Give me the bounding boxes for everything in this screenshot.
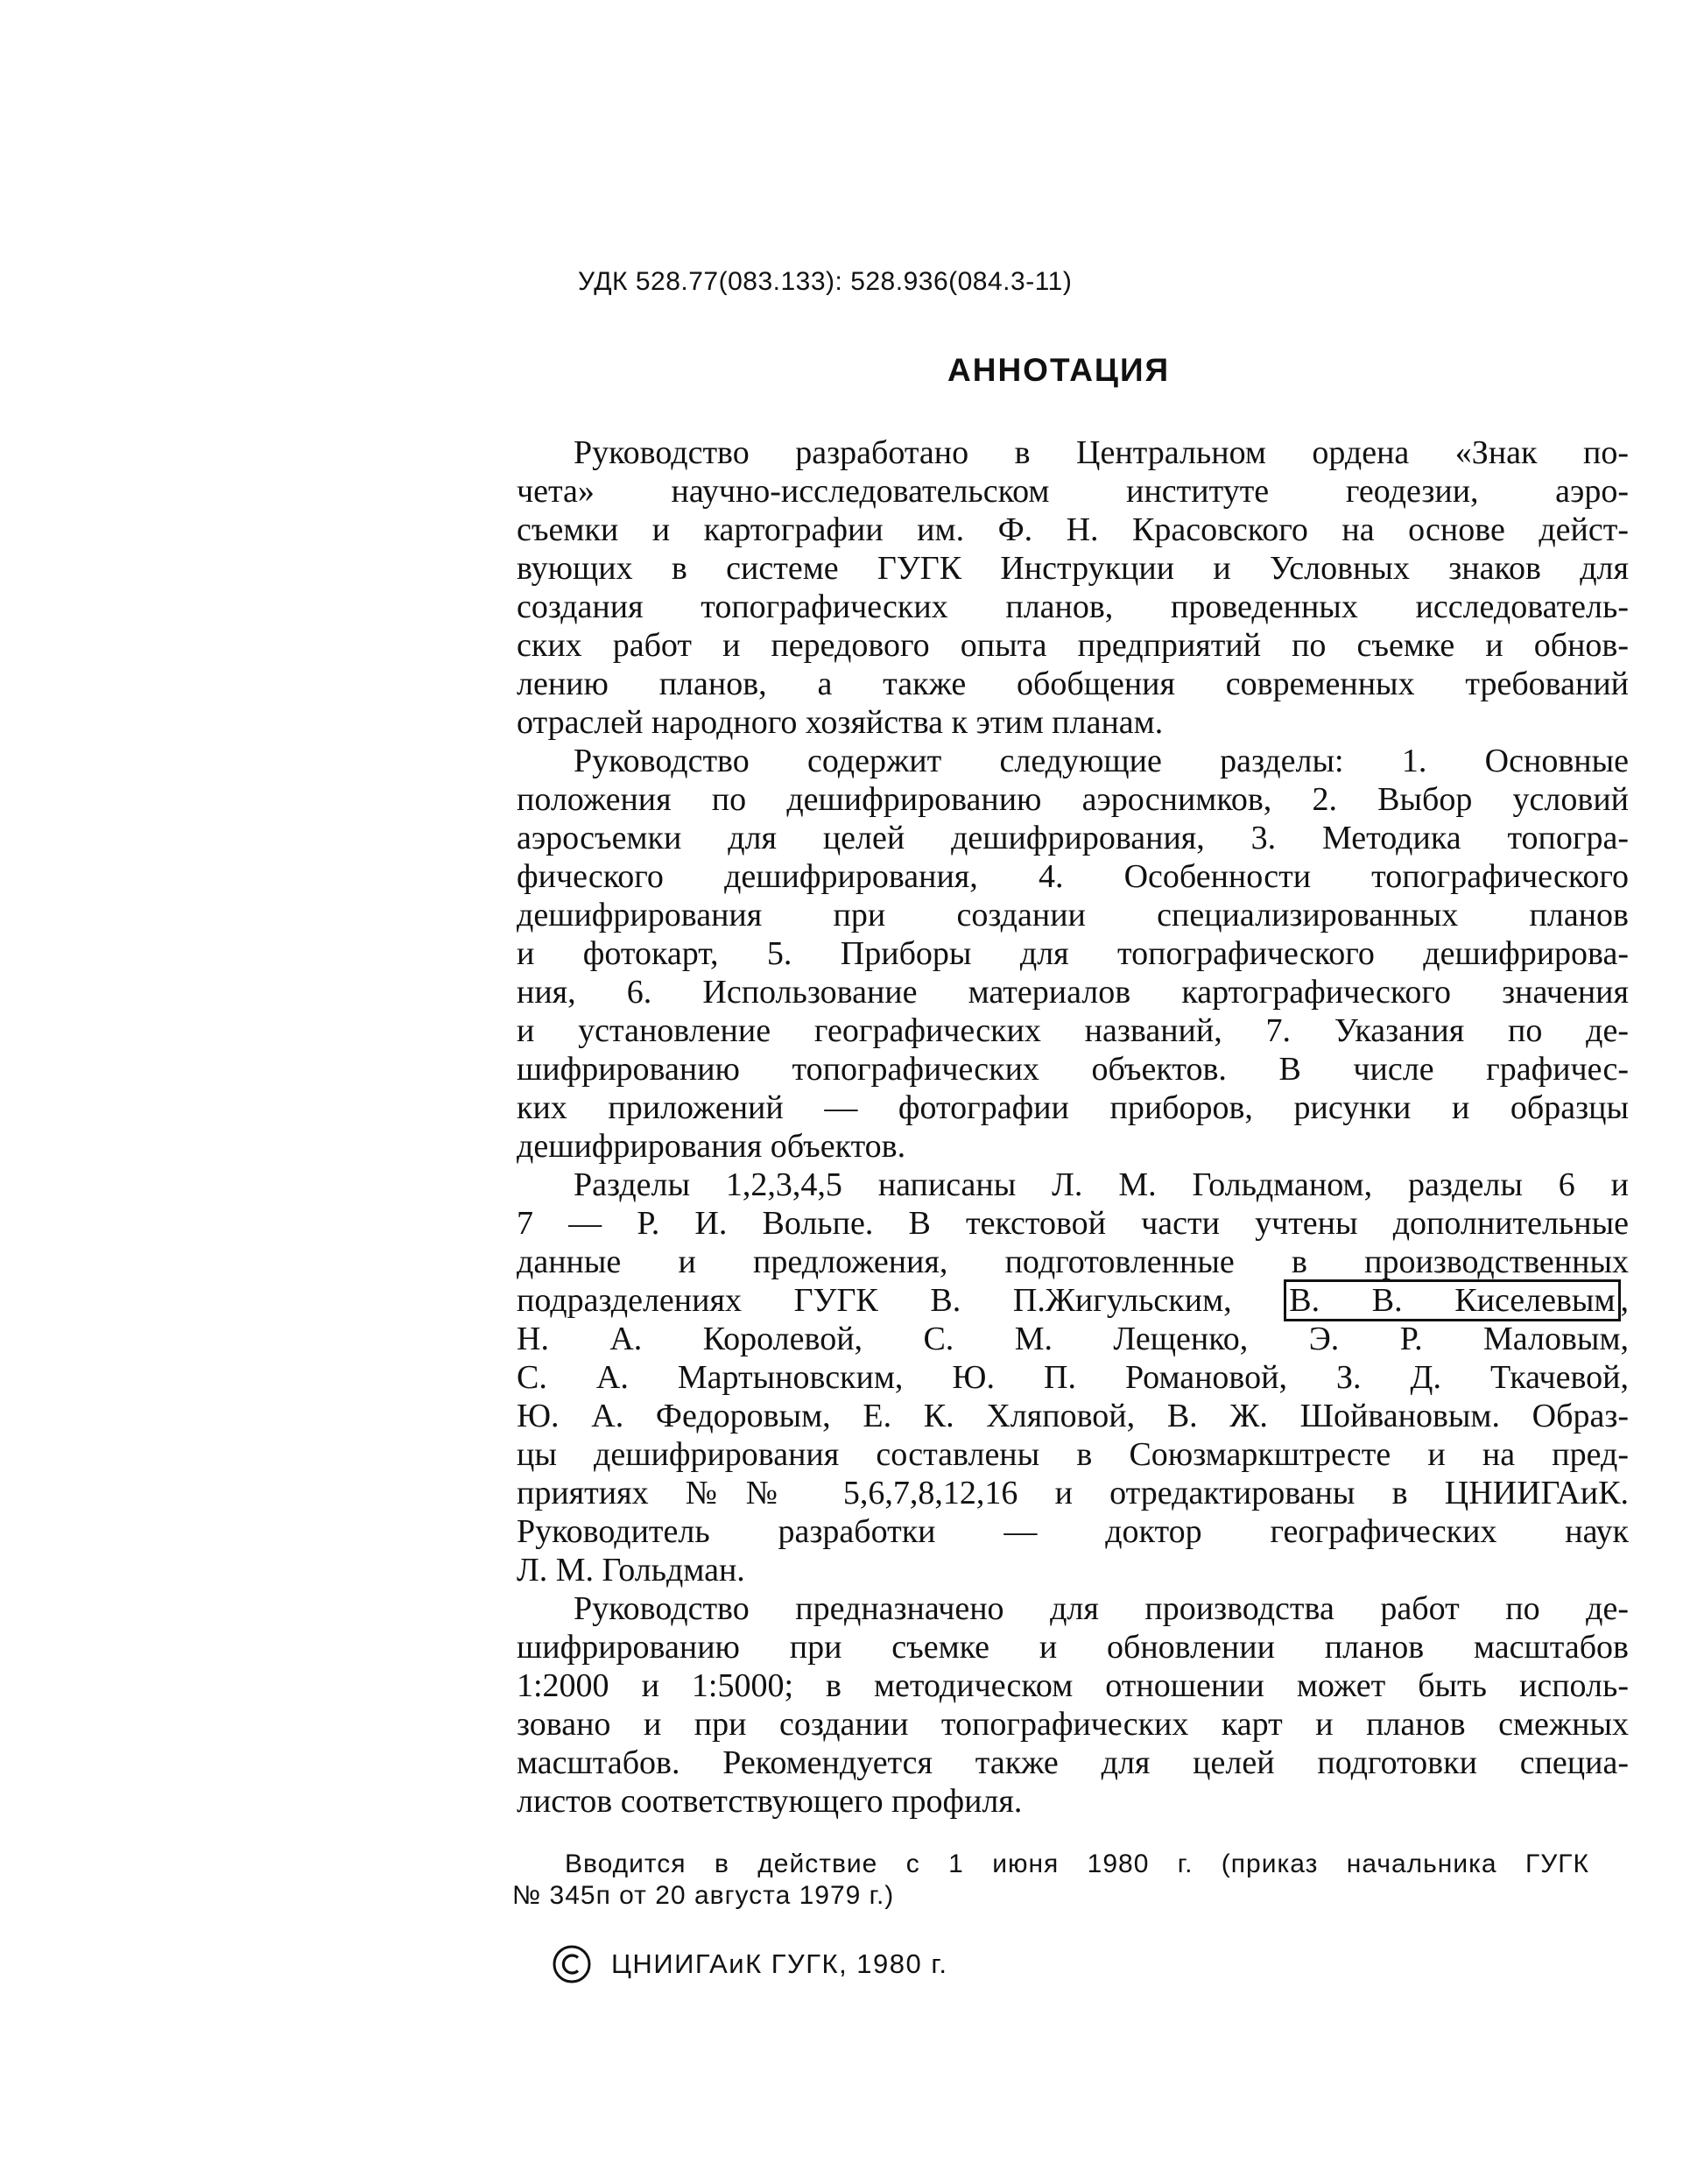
text-line: цы дешифрирования составлены в Союзмаркштресте и на пред-: [517, 1436, 1629, 1473]
text-line: зовано и при создании топографических карт и планов смежных: [517, 1706, 1629, 1743]
text-line: лению планов, а также обобщения современных требований: [517, 666, 1629, 702]
text-line: шифрированию топографических объектов. В числе графичес-: [517, 1051, 1629, 1088]
copyright-line: [552, 1944, 948, 1984]
text-line: С. А. Мартыновским, Ю. П. Романовой, З. Д. Ткачевой,: [517, 1359, 1629, 1396]
text-line: Руководство разработано в Центральном ордена «Знак по-: [574, 434, 1629, 471]
boxed-name: В. В. Киселевым: [1284, 1279, 1620, 1321]
text-line: листов соответствующего профиля.: [517, 1783, 1023, 1820]
footnote-line: Вводится в действие с 1 июня 1980 г. (приказ начальника ГУГК: [565, 1849, 1589, 1878]
udk-code: УДК 528.77(083.133): 528.936(084.3-11): [578, 267, 1073, 296]
text-line: ния, 6. Использование материалов картографического значения: [517, 974, 1629, 1011]
page-title: АННОТАЦИЯ: [947, 352, 1171, 388]
text-line: чета» научно-исследовательском институте геодезии, аэро-: [517, 473, 1629, 510]
text-line: ских работ и передового опыта предприятий по съемке и обнов-: [517, 627, 1629, 664]
text-line: положения по дешифрированию аэроснимков, 2. Выбор условий: [517, 781, 1629, 818]
copyright-icon: [552, 1944, 592, 1984]
text-line: 1:2000 и 1:5000; в методическом отношении может быть исполь-: [517, 1667, 1629, 1704]
text-line: Разделы 1,2,3,4,5 написаны Л. М. Гольдманом, разделы 6 и: [574, 1166, 1629, 1203]
text-line: вующих в системе ГУГК Инструкции и Условных знаков для: [517, 550, 1629, 587]
text-line: 7 — Р. И. Вольпе. В текстовой части учтены дополнительные: [517, 1205, 1629, 1242]
text-line: Руководство содержит следующие разделы: 1. Основные: [574, 743, 1629, 779]
text-line: аэросъемки для целей дешифрирования, 3. Методика топогра-: [517, 820, 1629, 856]
text-line: шифрированию при съемке и обновлении планов масштабов: [517, 1629, 1629, 1666]
text-line: Руководитель разработки — доктор географических наук: [517, 1513, 1629, 1550]
footnote-line: № 345п от 20 августа 1979 г.): [512, 1881, 895, 1910]
text-line-with-boxed-name: [517, 1281, 1629, 1320]
copyright-text: ЦНИИГАиК ГУГК, 1980 г.: [611, 1948, 948, 1979]
text-segment: ,: [1620, 1282, 1629, 1319]
text-line: масштабов. Рекомендуется также для целей подготовки специа-: [517, 1744, 1629, 1781]
text-line: данные и предложения, подготовленные в производственных: [517, 1243, 1629, 1280]
text-line: и фотокарт, 5. Приборы для топографического дешифрирова-: [517, 935, 1629, 972]
text-line: создания топографических планов, проведенных исследователь-: [517, 588, 1629, 625]
text-line: дешифрирования объектов.: [517, 1128, 906, 1165]
text-line: Л. М. Гольдман.: [517, 1552, 745, 1589]
text-line: Руководство предназначено для производства работ по де-: [574, 1590, 1629, 1627]
text-line: съемки и картографии им. Ф. Н. Красовского на основе дейст-: [517, 511, 1629, 548]
text-segment: подразделениях ГУГК В. П.Жигульским,: [517, 1282, 1232, 1319]
text-line: дешифрирования при создании специализированных планов: [517, 897, 1629, 933]
text-line: фического дешифрирования, 4. Особенности топографического: [517, 858, 1629, 895]
text-line: Н. А. Королевой, С. М. Лещенко, Э. Р. Маловым,: [517, 1321, 1629, 1357]
text-line: приятиях №№ 5,6,7,8,12,16 и отредактированы в ЦНИИГАиК.: [517, 1475, 1629, 1511]
text-line: и установление географических названий, 7. Указания по де-: [517, 1012, 1629, 1049]
text-line: Ю. А. Федоровым, Е. К. Хляповой, В. Ж. Шойвановым. Образ-: [517, 1398, 1629, 1434]
text-line: отраслей народного хозяйства к этим планам.: [517, 704, 1164, 741]
text-line: ких приложений — фотографии приборов, рисунки и образцы: [517, 1089, 1629, 1126]
